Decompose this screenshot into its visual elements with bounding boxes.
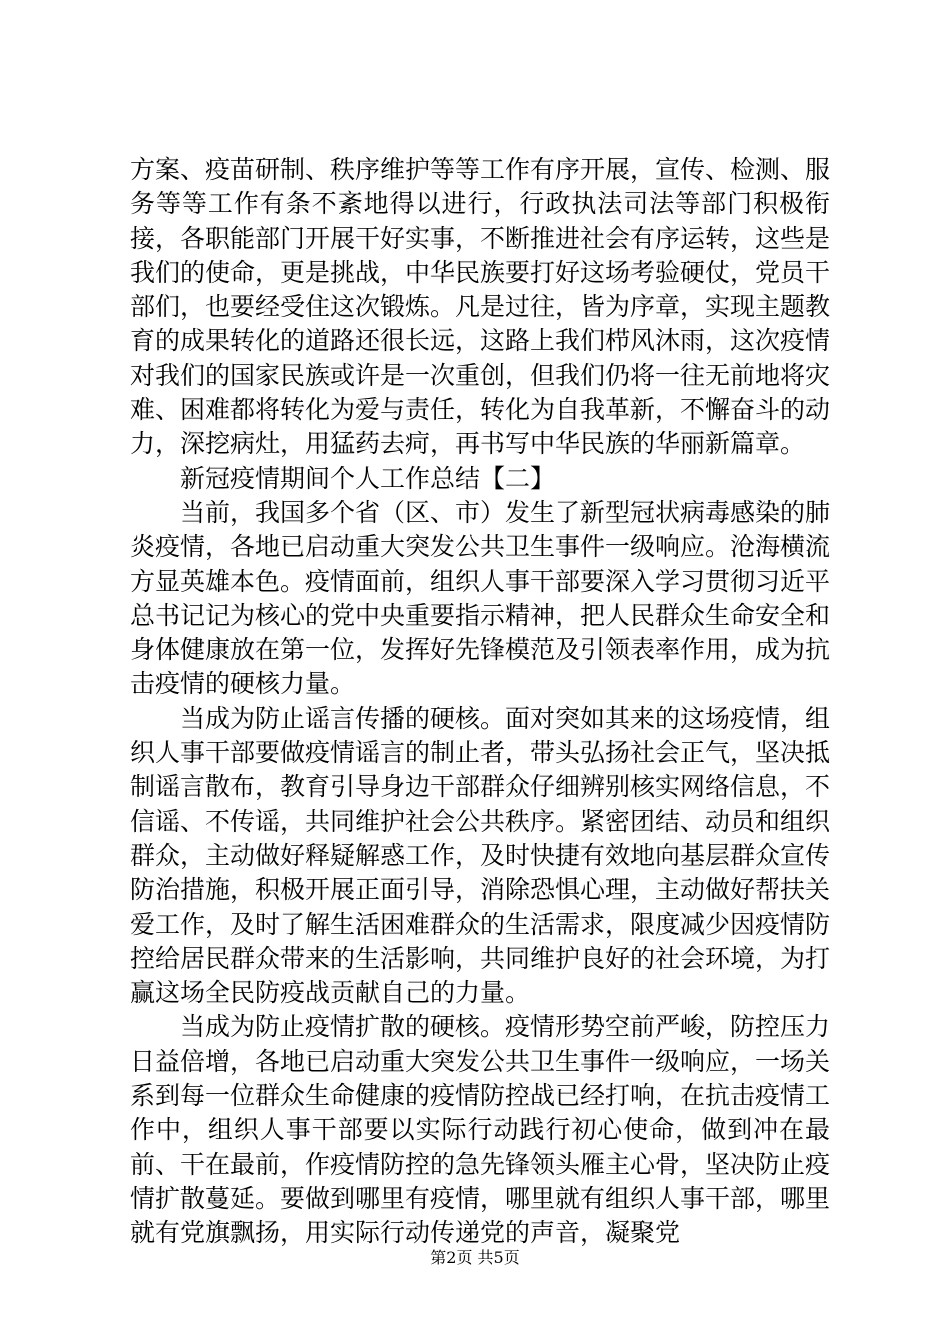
section-heading: 新冠疫情期间个人工作总结【二】 xyxy=(180,463,556,493)
page-number-footer: 第2页 共5页 xyxy=(430,1248,520,1267)
paragraph-intro: 当前，我国多个省（区、市）发生了新型冠状病毒感染的肺炎疫情，各地已启动重大突发公共卫生事件一级响应。沧海横流方显英雄本色。疫情面前，组织人事干部要深入学习贯彻习近平总书记记为核心的党中央重要指示精神，把人民群众生命安全和身体健康放在第一位，发挥好先锋模范及引领表率作用，成为抗击疫情的硬核力量。 xyxy=(130,497,831,699)
paragraph-continuation: 方案、疫苗研制、秩序维护等等工作有序开展，宣传、检测、服务等等工作有条不紊地得以进行，行政执法司法等部门积极衔接，各职能部门开展干好实事，不断推进社会有序运转，这些是我们的使命，更是挑战，中华民族要打好这场考验硬仗，党员干部们，也要经受住这次锻炼。凡是过往，皆为序章，实现主题教育的成果转化的道路还很长远，这路上我们栉风沐雨，这次疫情对我们的国家民族或许是一次重创，但我们仍将一往无前地将灾难、困难都将转化为爱与责任，转化为自我革新，不懈奋斗的动力，深挖病灶，用猛药去疴，再书写中华民族的华丽新篇章。 xyxy=(130,155,831,459)
paragraph-epidemic: 当成为防止疫情扩散的硬核。疫情形势空前严峻，防控压力日益倍增，各地已启动重大突发公共卫生事件一级响应，一场关系到每一位群众生命健康的疫情防控战已经打响，在抗击疫情工作中，组织人事干部要以实际行动践行初心使命，做到冲在最前、干在最前，作疫情防控的急先锋领头雁主心骨，坚决防止疫情扩散蔓延。要做到哪里有疫情，哪里就有组织人事干部，哪里就有党旗飘扬，用实际行动传递党的声音，凝聚党 xyxy=(130,1012,831,1248)
paragraph-rumor: 当成为防止谣言传播的硬核。面对突如其来的这场疫情，组织人事干部要做疫情谣言的制止者，带头弘扬社会正气，坚决抵制谣言散布，教育引导身边干部群众仔细辨别核实网络信息，不信谣、不传谣，共同维护社会公共秩序。紧密团结、动员和组织群众，主动做好释疑解惑工作，及时快捷有效地向基层群众宣传防治措施，积极开展正面引导，消除恐惧心理，主动做好帮扶关爱工作，及时了解生活困难群众的生活需求，限度减少因疫情防控给居民群众带来的生活影响，共同维护良好的社会环境，为打赢这场全民防疫战贡献自己的力量。 xyxy=(130,703,831,1008)
document-body xyxy=(130,153,830,1251)
